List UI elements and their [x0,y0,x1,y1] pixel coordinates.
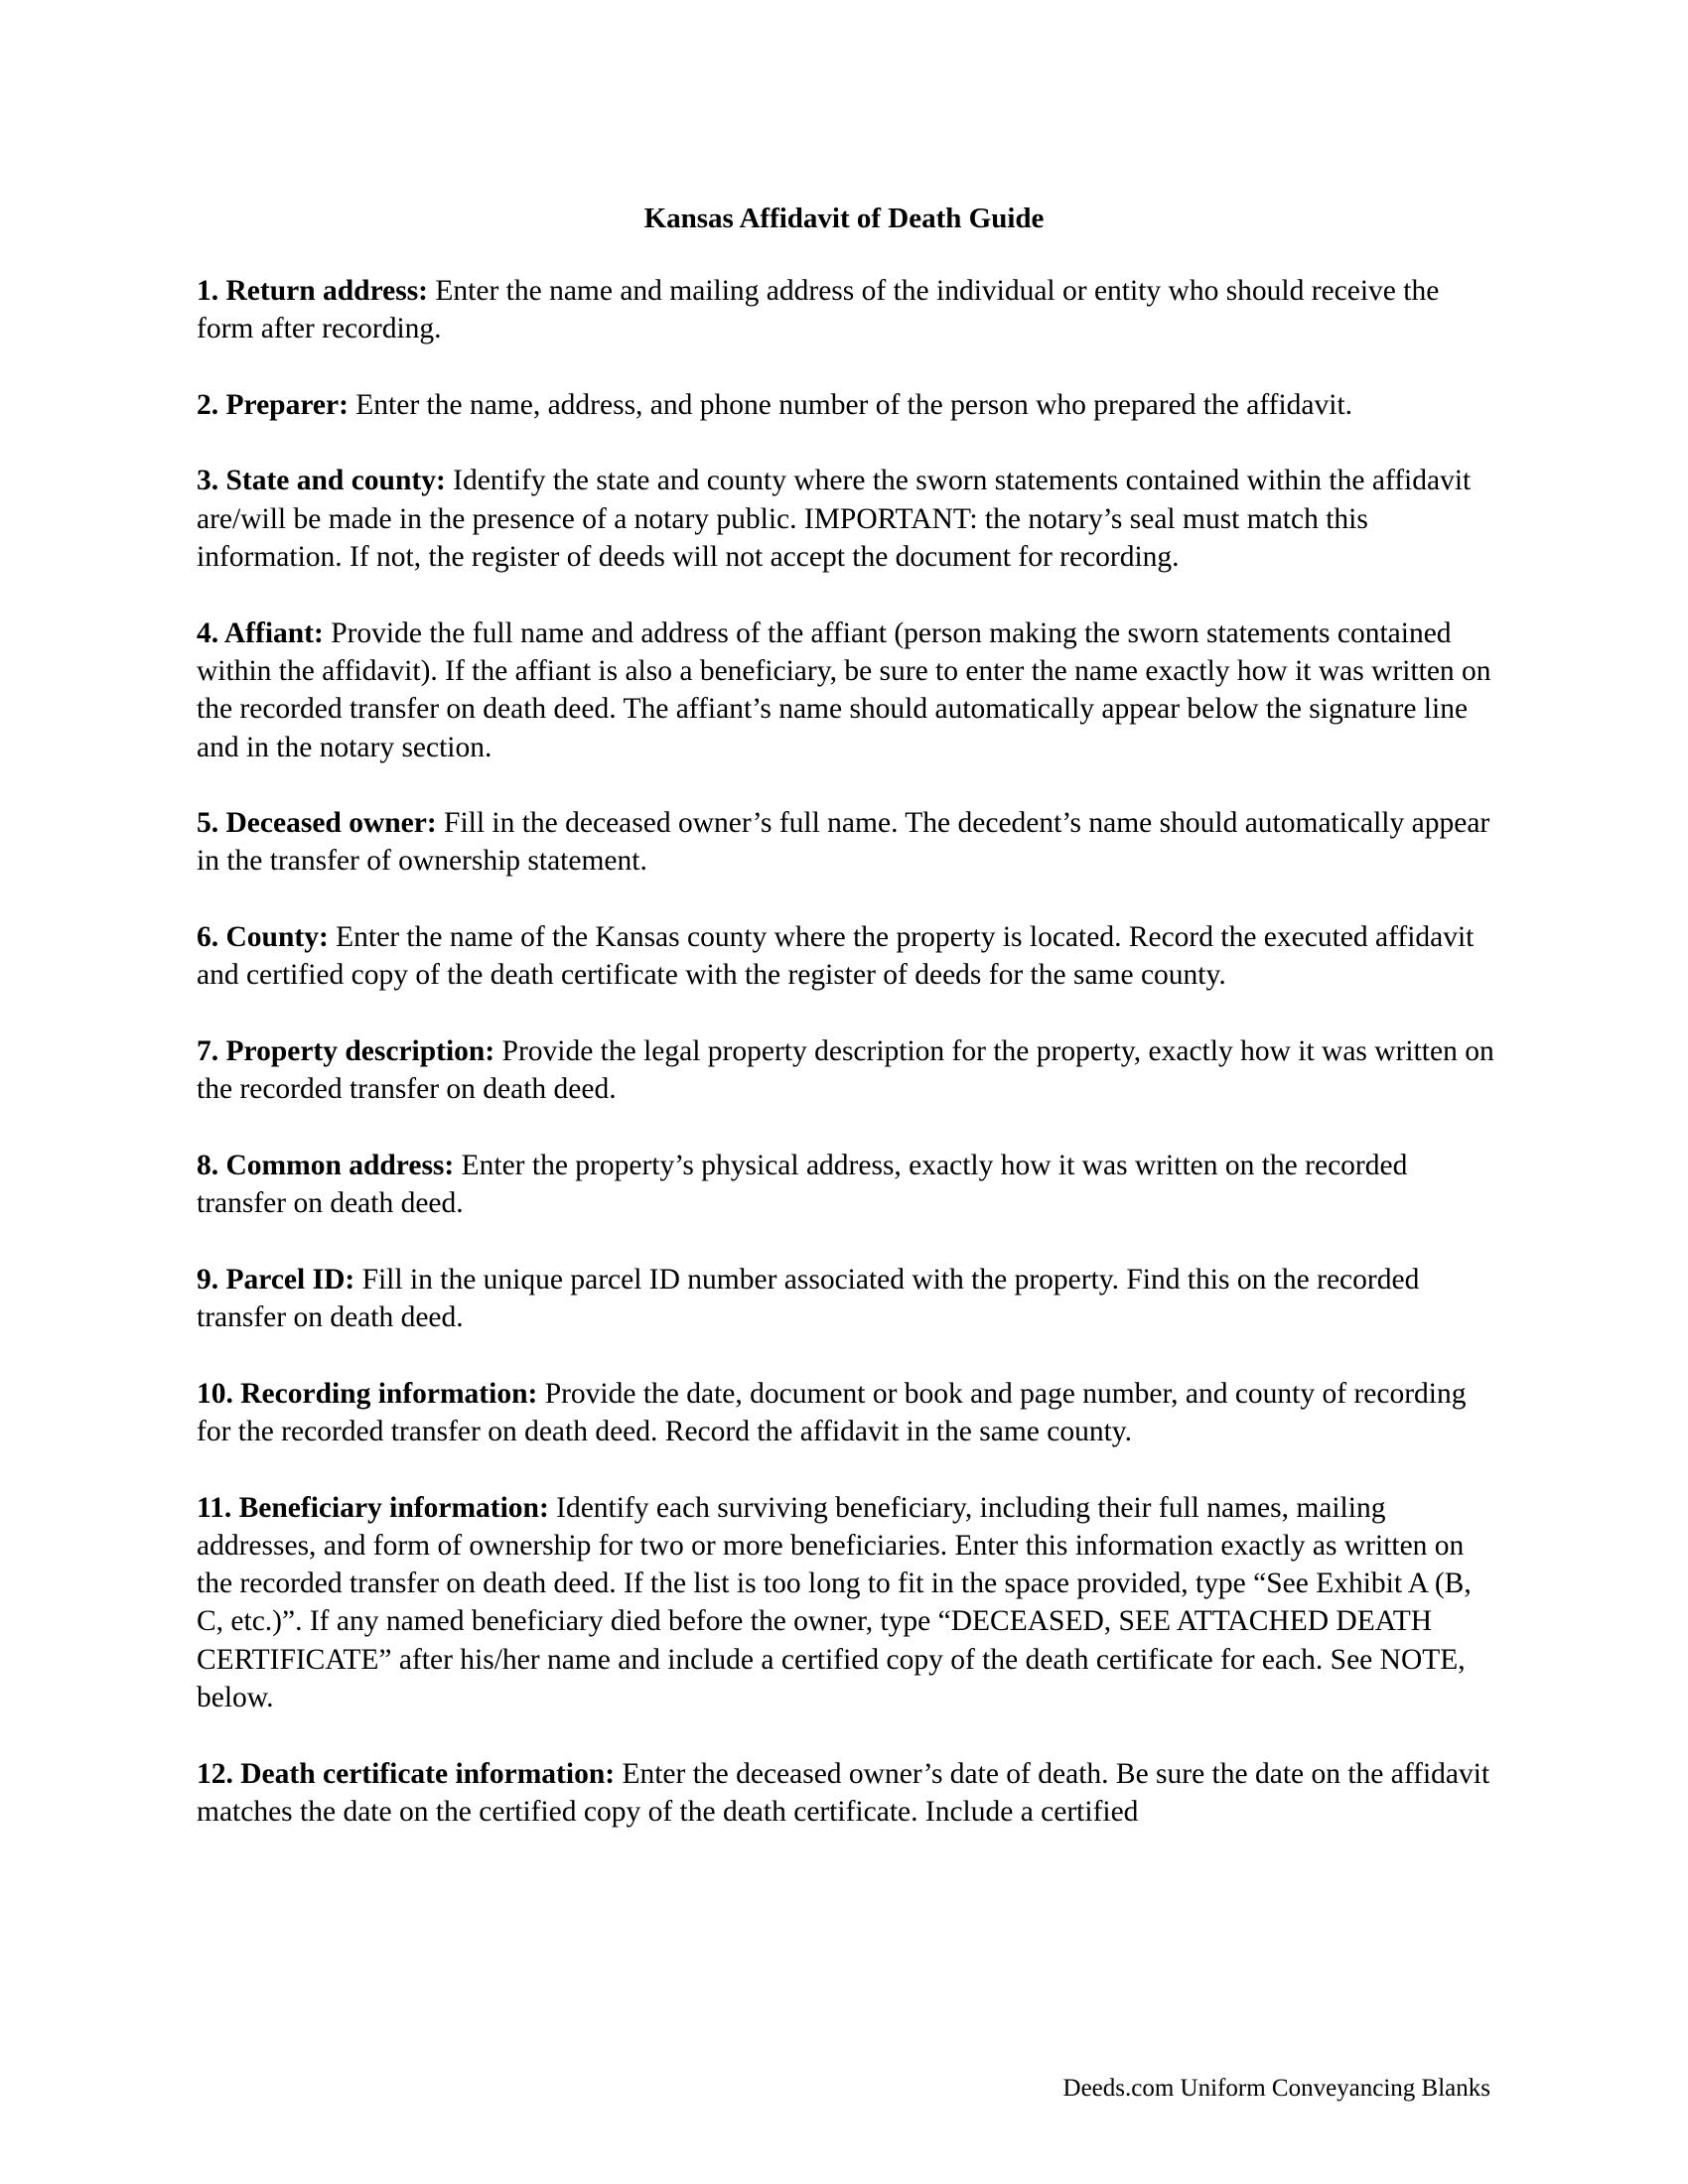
guide-item-property-description [197,1032,1497,1109]
item-heading: 8. Common address: [197,1149,455,1181]
guide-item-affiant [197,614,1497,766]
item-heading: 4. Affiant: [197,616,324,649]
guide-item-death-certificate-information [197,1755,1497,1832]
guide-item-list [197,272,1497,1868]
guide-item-beneficiary-information [197,1489,1497,1717]
item-text: Fill in the unique parcel ID number associated with the property. Find this on the recorded transfer on death deed. [197,1263,1420,1334]
guide-item-common-address [197,1147,1497,1223]
item-text: Enter the name and mailing address of the individual or entity who should receive the form after recording. [197,275,1440,345]
item-text: Identify each surviving beneficiary, including their full names, mailing addresses, and form of ownership for two or more beneficiaries. Enter this information exactly as written on the recorded transfer on death deed. If the list is too long to fit in the space provided, type “See Exhibit A (B, C, etc.)”. If any named beneficiary died before the owner, type “DECEASED, SEE ATTACHED DEATH CERTIFICATE” after his/her name and include a certified copy of the death certificate for each. See NOTE, below. [197,1491,1472,1713]
item-heading: 2. Preparer: [197,388,349,421]
guide-item-state-and-county [197,462,1497,576]
guide-item-deceased-owner [197,804,1497,881]
item-text: Provide the full name and address of the affiant (person making the sworn statements contained within the affidavit). If the affiant is also a beneficiary, be sure to enter the name exactly how it was written on the recorded transfer on death deed. The affiant’s name should automatically appear below the signature line and in the notary section. [197,616,1491,763]
item-text: Enter the deceased owner’s date of death. Be sure the date on the affidavit matches the date on the certified copy of the death certificate. Include a certified [197,1757,1490,1828]
item-heading: 11. Beneficiary information: [197,1491,549,1524]
guide-item-county [197,918,1497,995]
item-heading: 10. Recording information: [197,1377,538,1410]
item-text: Enter the name of the Kansas county where the property is located. Record the executed affidavit and certified copy of the death certificate with the register of deeds for the same county. [197,921,1475,992]
guide-item-preparer [197,386,1497,424]
item-heading: 5. Deceased owner: [197,807,437,840]
item-heading: 9. Parcel ID: [197,1263,355,1296]
guide-item-recording-information [197,1375,1497,1451]
page-footer: Deeds.com Uniform Conveyancing Blanks [1062,2075,1490,2102]
item-text: Provide the legal property description for the property, exactly how it was written on the recorded transfer on death deed. [197,1034,1494,1106]
guide-item-return-address [197,272,1497,348]
item-text: Identify the state and county where the sworn statements contained within the affidavit are/will be made in the presence of a notary public. IMPORTANT: the notary’s seal must match this information. If not, the register of deeds will not accept the document for recording. [197,465,1472,574]
item-text: Provide the date, document or book and page number, and county of recording for the recorded transfer on death deed. Record the affidavit in the same county. [197,1377,1467,1447]
item-text: Enter the property’s physical address, exactly how it was written on the recorded transfer on death deed. [197,1149,1408,1220]
item-heading: 3. State and county: [197,465,446,497]
item-heading: 6. County: [197,921,329,954]
item-heading: 12. Death certificate information: [197,1757,616,1790]
document-title: Kansas Affidavit of Death Guide [643,203,1045,234]
guide-item-parcel-id [197,1261,1497,1337]
item-heading: 7. Property description: [197,1034,495,1067]
item-text: Fill in the deceased owner’s full name. The decedent’s name should automatically appear in the transfer of ownership statement. [197,807,1490,878]
item-text: Enter the name, address, and phone number of the person who prepared the affidavit. [355,388,1353,421]
item-heading: 1. Return address: [197,275,429,307]
